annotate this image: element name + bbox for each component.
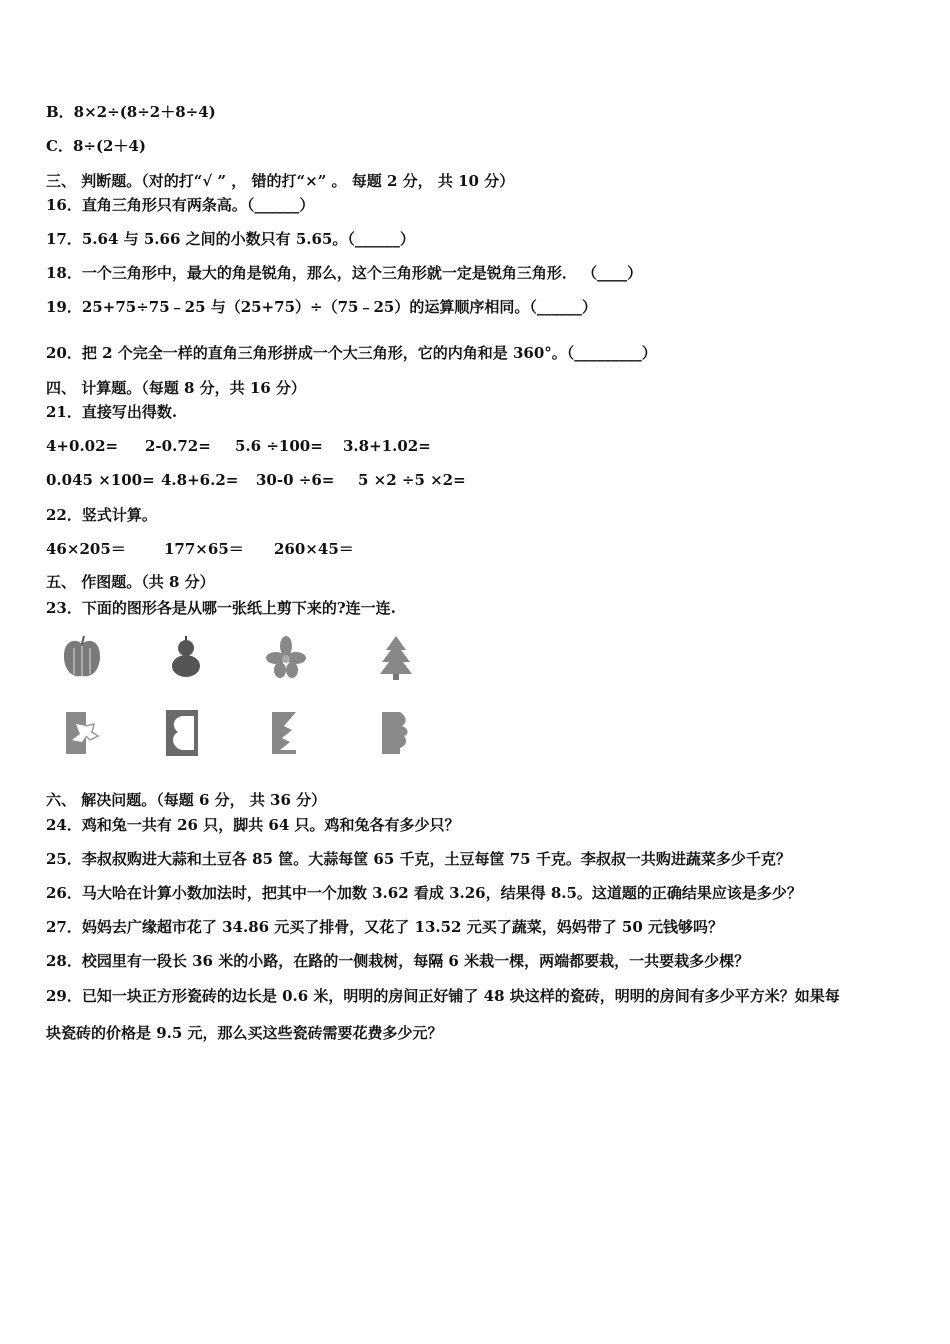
calc-item: 4.8+6.2= (161, 471, 239, 489)
question-19: 19．25+75÷75﹣25 与（25+75）÷（75﹣25）的运算顺序相同。（______） (46, 298, 597, 316)
calc-item: 260×45＝ (274, 540, 354, 558)
question-18: 18．一个三角形中，最大的角是锐角，那么，这个三角形就一定是锐角三角形． （____） (46, 264, 643, 282)
option-b: B．8×2÷(8÷2＋8÷4) (46, 103, 216, 121)
question-20: 20．把 2 个完全一样的直角三角形拼成一个大三角形，它的内角和是 360°。（_________） (46, 344, 657, 362)
section-4-title: 四、 计算题。（每题 8 分，共 16 分） (46, 379, 306, 397)
gourd-shape (164, 630, 208, 684)
question-29-line-2: 块瓷砖的价格是 9.5 元，那么买这些瓷砖需要花费多少元？ (46, 1024, 443, 1042)
question-17: 17．5.64 与 5.66 之间的小数只有 5.65。（______） (46, 230, 415, 248)
section-3-title: 三、 判断题。（对的打“√ ” ， 错的打“×” 。 每题 2 分， 共 10 分） (46, 172, 515, 190)
question-29-line-1: 29．已知一块正方形瓷砖的边长是 0.6 米，明明的房间正好铺了 48 块这样的瓷砖，明明的房间有多少平方米？如果每 (46, 987, 840, 1005)
tree-shape (374, 630, 418, 684)
section-6-title: 六、 解决问题。（每题 6 分， 共 36 分） (46, 791, 327, 809)
question-16: 16．直角三角形只有两条高。（______） (46, 196, 315, 214)
paper-piece (160, 706, 204, 760)
calc-item: 177×65＝ (164, 540, 244, 558)
question-21: 21．直接写出得数. (46, 403, 178, 421)
question-24: 24．鸡和兔一共有 26 只，脚共 64 只。鸡和兔各有多少只？ (46, 816, 460, 834)
question-26: 26．马大哈在计算小数加法时，把其中一个加数 3.62 看成 3.26，结果得 8.5。这道题的正确结果应该是多少？ (46, 884, 802, 902)
question-23: 23．下面的图形各是从哪一张纸上剪下来的?连一连. (46, 599, 396, 617)
option-c: C．8÷(2＋4) (46, 137, 147, 155)
flower-shape (264, 630, 308, 684)
calc-item: 46×205＝ (46, 540, 126, 558)
question-27: 27．妈妈去广缘超市花了 34.86 元买了排骨，又花了 13.52 元买了蔬菜，妈妈带了 50 元钱够吗？ (46, 918, 724, 936)
question-22: 22．竖式计算。 (46, 506, 157, 524)
calc-item: 2-0.72= (145, 437, 211, 455)
paper-piece (266, 706, 310, 760)
calc-item: 3.8+1.02= (343, 437, 431, 455)
paper-piece (376, 706, 420, 760)
calc-item: 0.045 ×100= (46, 471, 155, 489)
calc-item: 4+0.02= (46, 437, 119, 455)
question-28: 28．校园里有一段长 36 米的小路，在路的一侧栽树，每隔 6 米栽一棵，两端都要栽，一共要栽多少棵？ (46, 952, 750, 970)
calc-item: 5 ×2 ÷5 ×2= (358, 471, 466, 489)
apple-shape (60, 630, 104, 684)
calc-item: 5.6 ÷100= (235, 437, 323, 455)
calc-item: 30-0 ÷6= (256, 471, 335, 489)
section-5-title: 五、 作图题。（共 8 分） (46, 573, 215, 591)
question-25: 25．李叔叔购进大蒜和土豆各 85 筐。大蒜每筐 65 千克，土豆每筐 75 千克。李叔叔一共购进蔬菜多少千克？ (46, 850, 791, 868)
paper-piece (60, 706, 104, 760)
